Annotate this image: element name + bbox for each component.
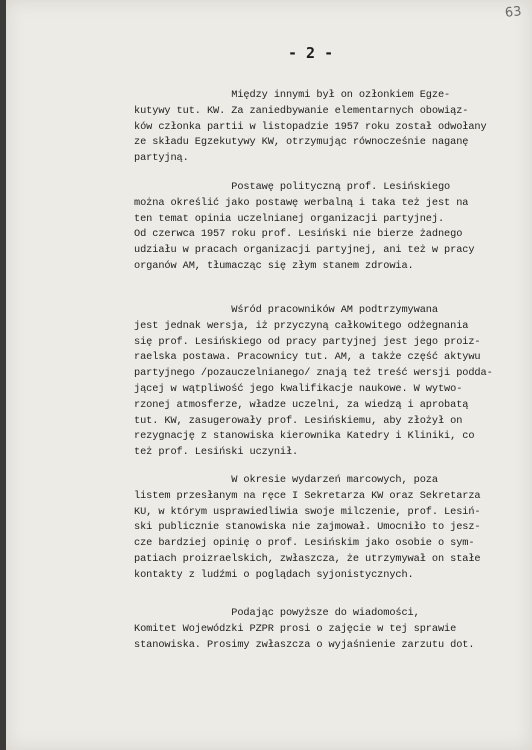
text-line: rzonej atmosferze, władze uczelni, za wiedzą i aprobatą [134,398,469,411]
text-line: można określić jako postawę werbalną i taka też jest na [134,196,469,209]
text-line: Wśród pracowników AM podtrzymywana [134,304,438,316]
paragraph [134,606,474,653]
paragraph [134,473,481,584]
text-line: partyjnego /pozauczelnianego/ znają też treść wersji podda- [134,367,493,380]
paragraph [134,88,487,167]
text-line: Między innymi był on ozłonkiem Egze- [134,89,451,101]
text-line: raelska postawa. Pracownicy tut. AM, a także część aktywu [134,351,481,364]
text-line: jącej w wątpliwość jego kwalifikacje naukowe. W wytwo- [134,382,463,395]
text-line: ten temat opinia uczelnianej organizacji partyjnej. [134,212,445,225]
text-line: listem przesłanym na ręce I Sekretarza KW oraz Sekretarza [134,489,481,502]
text-line: jest jednak wersja, iż przyczyną całkowitego odżegnania [134,319,469,332]
text-line: W okresie wydarzeń marcowych, poza [134,474,438,486]
paragraph [134,303,493,461]
document-page [6,0,532,750]
text-line: partyjną. [134,152,189,165]
text-line: kontakty z ludźmi o poglądach syjonistycznych. [134,568,414,581]
text-line: udziału w pracach organizacji partyjnej, ani też w pracy [134,244,475,257]
text-line: Od czerwca 1957 roku prof. Lesiński nie bierze żadnego [134,228,463,241]
text-line: kutywy tut. KW. Za zaniedbywanie elementarnych obowiąz- [134,104,469,117]
text-line: organów AM, tłumacząc się złym stanem zdrowia. [134,259,414,272]
text-line: stanowiska. Prosimy zwłaszcza o wyjaśnienie zarzutu dot. [134,638,475,651]
text-line: ków członka partii w listopadzie 1957 roku został odwołany [134,120,487,133]
text-line: tut. KW, zasugerowały prof. Lesińskiemu, aby złożył on [134,414,463,427]
text-line: Podając powyższe do wiadomości, [134,607,420,619]
paragraph [134,180,474,275]
handwritten-page-number: 63 [504,4,523,21]
text-line: Postawę polityczną prof. Lesińskiego [134,181,451,193]
text-line: KU, w którym usprawiedliwia swoje milczenie, prof. Lesiń- [134,505,481,518]
text-line: Komitet Wojewódzki PZPR prosi o zajęcie w tej sprawie [134,622,457,635]
text-line: też prof. Lesiński uczynił. [134,446,299,459]
page-header: - 2 - [288,44,334,62]
text-line: się prof. Lesińskiego od pracy partyjnej jest jego proiz- [134,335,481,348]
text-line: rezygnację z stanowiska kierownika Katedry i Kliniki, co [134,430,475,443]
text-line: patiach proizraelskich, zwłaszcza, że utrzymywał on stałe [134,552,481,565]
text-line: cze bardziej opinię o prof. Lesińskim jako osobie o sym- [134,537,475,550]
text-line: ski publicznie stanowiska nie zajmował. Umocniło to jesz- [134,521,481,534]
text-line: ze składu Egzekutywy KW, otrzymując równocześnie naganę [134,136,469,149]
